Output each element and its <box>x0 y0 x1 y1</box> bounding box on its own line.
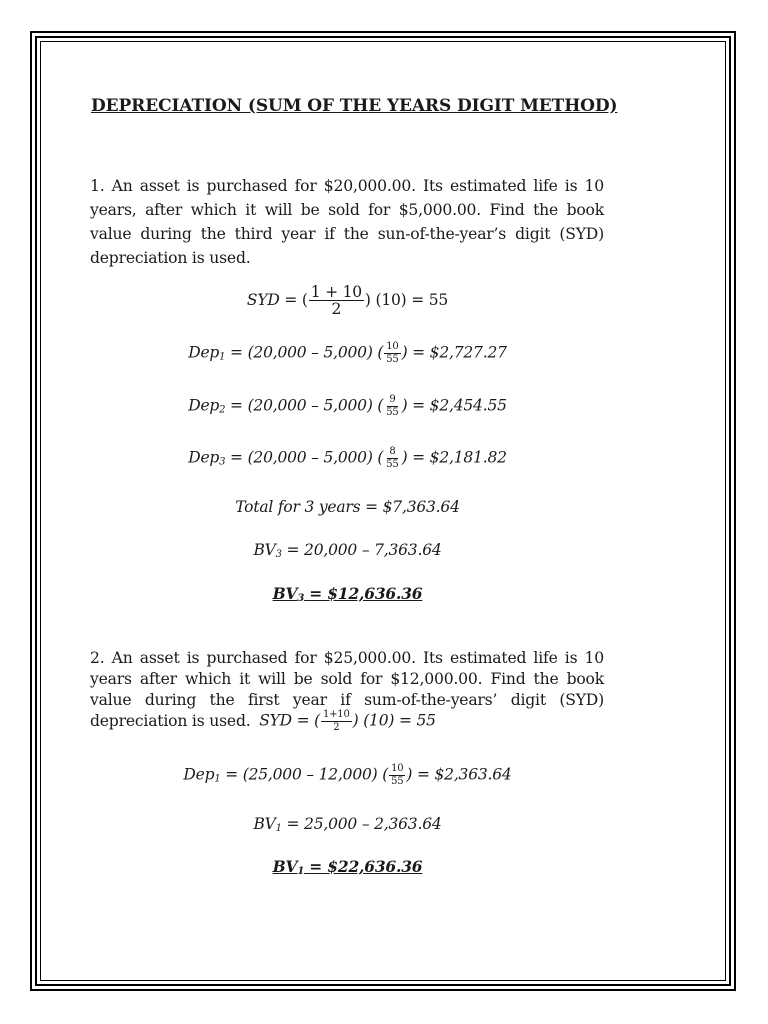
p1-syd-num: 1 + 10 <box>310 283 362 301</box>
p2-dep1-den: 55 <box>391 775 404 787</box>
p1-answer-label: BV <box>272 584 298 603</box>
p1-dep2-post: ) = $2,454.55 <box>401 396 507 415</box>
p2-syd-fraction <box>321 710 352 733</box>
p2-bv-rest: = 25,000 – 2,363.64 <box>281 815 442 833</box>
p1-dep1-fraction <box>384 342 400 365</box>
p2-answer-sub: 1 <box>297 866 305 877</box>
p2-syd-rest: ) (10) = 55 <box>352 711 436 730</box>
p2-answer-text <box>273 857 423 876</box>
p1-dep2-fraction <box>384 395 400 418</box>
p1-syd-rest: ) (10) = 55 <box>364 291 449 310</box>
p2-syd-pre: SYD = ( <box>259 711 320 730</box>
p1-dep1-den: 55 <box>386 353 399 365</box>
p1-syd-den: 2 <box>331 300 342 319</box>
p1-answer-sub: 3 <box>297 593 305 604</box>
p1-syd-lhs: SYD <box>246 291 280 310</box>
p1-dep3-fraction <box>384 447 400 470</box>
p1-dep1-label: Dep <box>188 343 220 362</box>
p1-dep3-equation <box>120 447 575 470</box>
p1-dep1-pre: = (20,000 – 5,000) ( <box>225 343 384 362</box>
p1-dep1-num: 10 <box>386 341 399 352</box>
p2-dep1-post: ) = $2,363.64 <box>406 765 512 784</box>
p1-dep3-num: 8 <box>389 446 396 457</box>
p1-dep1-post: ) = $2,727.27 <box>401 343 507 362</box>
p2-answer-label: BV <box>272 857 298 876</box>
p1-dep2-equation <box>120 395 575 418</box>
p1-syd-open: = ( <box>279 291 308 310</box>
p1-dep2-pre: = (20,000 – 5,000) ( <box>225 396 384 415</box>
p2-syd-equation <box>120 710 575 733</box>
p1-dep3-post: ) = $2,181.82 <box>401 448 507 467</box>
p2-answer-rest: = $22,636.36 <box>304 857 423 876</box>
p1-answer-rest: = $12,636.36 <box>304 584 423 603</box>
p2-dep1-num: 10 <box>391 763 404 774</box>
p1-bv-calculation <box>120 541 575 560</box>
p2-bv-answer <box>120 857 575 877</box>
p1-dep2-label: Dep <box>188 396 220 415</box>
p1-total-equation: Total for 3 years = $7,363.64 <box>235 498 460 516</box>
p1-dep3-pre: = (20,000 – 5,000) ( <box>225 448 384 467</box>
problem-2-statement: 2. An asset is purchased for $25,000.00. Its estimated life is 10 years after which it will be sold for $12,000.00. Find the book value during the first year if sum-of-the-years’ digit (SYD) depreciation is used. <box>90 649 604 730</box>
problem-1-statement: 1. An asset is purchased for $20,000.00. Its estimated life is 10 years, after which it will be sold for $5,000.00. Find the book value during the third year if the sun-of-the-year’s digit (SYD) depreciation is used. <box>90 177 604 267</box>
p1-dep1-sub: 1 <box>219 351 226 363</box>
p1-bv-sub: 3 <box>275 549 282 560</box>
p2-dep1-equation <box>120 764 575 787</box>
p2-syd-den: 2 <box>333 721 340 733</box>
p1-dep3-sub: 3 <box>219 456 226 468</box>
p2-dep1-label: Dep <box>183 765 215 784</box>
p2-bv-sub: 1 <box>275 823 282 834</box>
p2-bv-label: BV <box>253 815 276 833</box>
p1-dep3-label: Dep <box>188 448 220 467</box>
p2-dep1-pre: = (25,000 – 12,000) ( <box>220 765 389 784</box>
p1-syd-fraction <box>309 284 364 318</box>
p2-bv-calculation <box>120 815 575 834</box>
p1-bv-label: BV <box>253 541 276 559</box>
p1-dep2-sub: 2 <box>219 404 226 416</box>
p1-syd-equation <box>120 284 575 318</box>
p1-dep2-num: 9 <box>389 394 396 405</box>
p1-dep2-den: 55 <box>386 406 399 418</box>
p2-syd-num: 1+10 <box>322 709 350 720</box>
p1-bv-answer <box>120 584 575 604</box>
document-title: DEPRECIATION (SUM OF THE YEARS DIGIT METHOD) <box>91 96 618 116</box>
p1-dep1-equation <box>120 342 575 365</box>
p1-answer-text <box>273 584 423 603</box>
p1-bv-rest: = 20,000 – 7,363.64 <box>281 541 442 559</box>
p2-dep1-sub: 1 <box>214 773 221 785</box>
p1-dep3-den: 55 <box>386 458 399 470</box>
p2-dep1-fraction <box>389 764 405 787</box>
